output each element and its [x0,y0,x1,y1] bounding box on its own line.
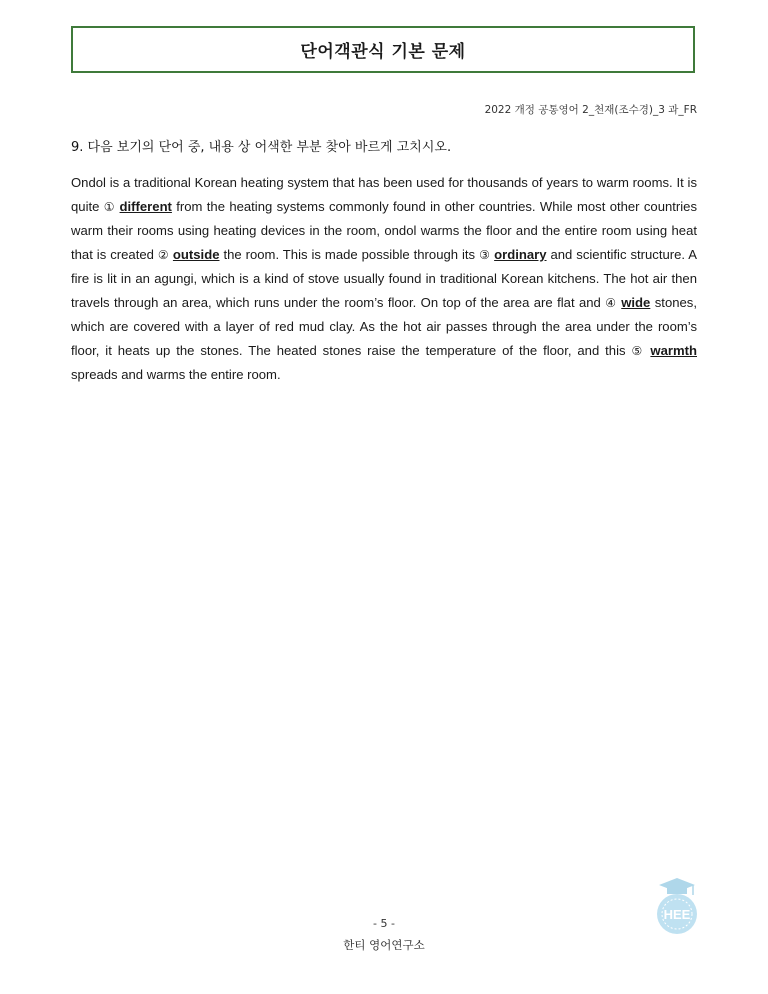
choice-word-3: ordinary [494,247,547,262]
choice-number-5: ⑤ [631,344,645,358]
footer-org: 한티 영어연구소 [343,938,425,952]
choice-number-3: ③ [479,248,491,262]
hee-logo-icon [648,876,706,936]
passage-text: stones, which are covered with a layer of red mud clay. As the hot air passes through the area under the room’s floor, it heats up the stones. The heated stones raise the temperature of the floor, and this [71,295,697,358]
page-title: 단어객관식 기본 문제 [300,42,466,62]
choice-word-1: different [119,199,172,214]
passage [71,171,697,387]
passage-text: Ondol is a traditional Korean heating system that has been used for thousands of years to warm rooms. It is quite [71,175,697,214]
question-prompt: 9. 다음 보기의 단어 중, 내용 상 어색한 부분 찾아 바르게 고치시오. [71,140,452,155]
logo-text: HEE [663,907,691,922]
choice-word-5: warmth [650,343,697,358]
passage-text: from the heating systems commonly found in other countries. While most other countries warm their rooms using heating devices in the room, ondol warms the floor and the entire room using heat that is created [71,199,697,262]
passage-text: spreads and warms the entire room. [71,367,281,382]
choice-number-2: ② [157,248,169,262]
choice-number-4: ④ [605,296,617,310]
choice-word-2: outside [172,247,220,262]
passage-text: and scientific structure. A fire is lit in an agungi, which is a kind of stove usually found in traditional Korean kitchens. The hot air then travels through an area, which runs under the room’s floor. On top of the area are flat and [71,247,697,310]
source-label: 2022 개정 공통영어 2_천재(조수경)_3 과_FR [484,104,697,116]
page-title-box [71,26,695,73]
choice-word-4: wide [621,295,651,310]
choice-number-1: ① [103,200,116,214]
passage-text: the room. This is made possible through its [219,247,480,262]
page-number: - 5 - [373,917,395,930]
